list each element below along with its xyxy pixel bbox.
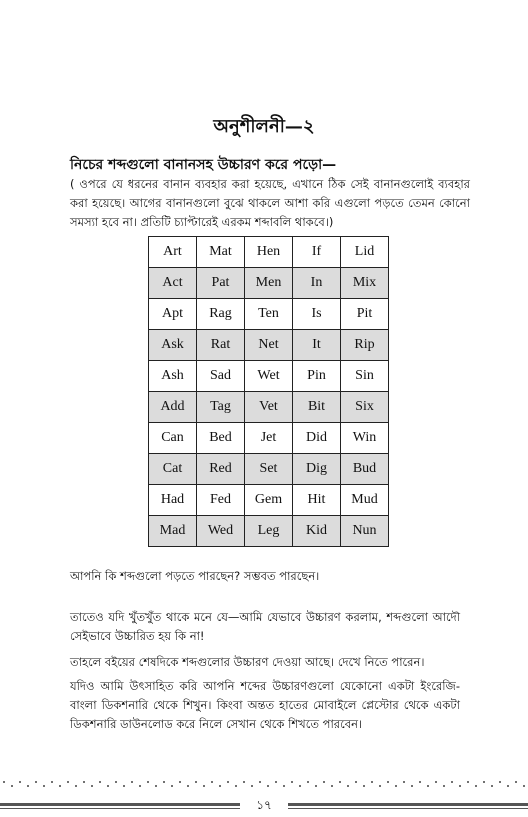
table-cell: Ten: [245, 299, 293, 330]
table-row: [149, 485, 389, 516]
border-dot: [467, 781, 469, 783]
page-title: অনুশীলনী—২: [213, 116, 315, 137]
border-dot: [235, 785, 237, 787]
paragraph-2: তাতেও যদি খুঁতখুঁত থাকে মনে যে—আমি যেভাবে উচ্চারণ করলাম, শব্দগুলো আদৌ সেইভাবে উচ্চারিত হয় কি না!: [70, 610, 460, 643]
border-dot: [355, 781, 357, 783]
border-dot: [203, 785, 205, 787]
table-cell: Add: [149, 392, 197, 423]
table-row: [149, 330, 389, 361]
table-cell: Act: [149, 268, 197, 299]
border-dot: [499, 781, 501, 783]
table-cell: Leg: [245, 516, 293, 547]
border-dot: [347, 785, 349, 787]
table-cell: Men: [245, 268, 293, 299]
decorative-dot-border: [0, 778, 528, 790]
table-row: [149, 299, 389, 330]
border-dot: [243, 781, 245, 783]
footer-rule-right: [288, 803, 528, 806]
border-dot: [99, 781, 101, 783]
table-row: [149, 423, 389, 454]
border-dot: [35, 781, 37, 783]
table-cell: Apt: [149, 299, 197, 330]
table-cell: Jet: [245, 423, 293, 454]
border-dot: [315, 785, 317, 787]
border-dot: [187, 785, 189, 787]
table-cell: Nun: [341, 516, 389, 547]
table-cell: Red: [197, 454, 245, 485]
border-dot: [411, 785, 413, 787]
border-dot: [523, 785, 525, 787]
table-cell: Six: [341, 392, 389, 423]
table-cell: Sad: [197, 361, 245, 392]
border-dot: [291, 781, 293, 783]
table-cell: Bud: [341, 454, 389, 485]
border-dot: [59, 785, 61, 787]
border-dot: [83, 781, 85, 783]
table-cell: Pat: [197, 268, 245, 299]
border-dot: [283, 785, 285, 787]
table-cell: If: [293, 237, 341, 268]
border-dot: [147, 781, 149, 783]
footer-rule-left-thin: [0, 808, 240, 809]
border-dot: [251, 785, 253, 787]
table-cell: Set: [245, 454, 293, 485]
border-dot: [219, 785, 221, 787]
border-dot: [19, 781, 21, 783]
table-cell: It: [293, 330, 341, 361]
table-cell: Rag: [197, 299, 245, 330]
table-cell: Is: [293, 299, 341, 330]
table-cell: Mad: [149, 516, 197, 547]
table-cell: Mat: [197, 237, 245, 268]
border-dot: [43, 785, 45, 787]
table-cell: Lid: [341, 237, 389, 268]
page-number: ১৭: [256, 798, 272, 812]
table-cell: Pit: [341, 299, 389, 330]
border-dot: [51, 781, 53, 783]
table-cell: Bit: [293, 392, 341, 423]
border-dot: [75, 785, 77, 787]
border-dot: [195, 781, 197, 783]
border-dot: [331, 785, 333, 787]
table-cell: Had: [149, 485, 197, 516]
paragraph-4: যদিও আমি উৎসাহিত করি আপনি শব্দের উচ্চারণগুলো যেকোনো একটা ইংরেজি-বাংলা ডিকশনারি থেকে শিখুন। কিংবা অন্তত হাতের মোবাইলে প্লেস্টোর থেকে একটা ডিকশনারি ডাউনলোড করে নিলে সেখান থেকে শিখতে পারবেন।: [70, 679, 460, 731]
table-cell: Wed: [197, 516, 245, 547]
border-dot: [259, 781, 261, 783]
paragraph-1: আপনি কি শব্দগুলো পড়তে পারছেন? সম্ভবত পারছেন।: [70, 569, 320, 583]
border-dot: [227, 781, 229, 783]
border-dot: [267, 785, 269, 787]
border-dot: [363, 785, 365, 787]
table-cell: Pin: [293, 361, 341, 392]
footer-rule-right-thin: [288, 808, 528, 809]
border-dot: [139, 785, 141, 787]
table-cell: Rip: [341, 330, 389, 361]
table-cell: Vet: [245, 392, 293, 423]
border-dot: [107, 785, 109, 787]
border-dot: [339, 781, 341, 783]
border-dot: [483, 781, 485, 783]
border-dot: [427, 785, 429, 787]
table-cell: Bed: [197, 423, 245, 454]
border-dot: [387, 781, 389, 783]
border-dot: [491, 785, 493, 787]
border-dot: [507, 785, 509, 787]
border-dot: [179, 781, 181, 783]
border-dot: [155, 785, 157, 787]
table-cell: Hen: [245, 237, 293, 268]
table-row: [149, 237, 389, 268]
table-cell: Fed: [197, 485, 245, 516]
table-row: [149, 361, 389, 392]
table-cell: Can: [149, 423, 197, 454]
table-cell: Mud: [341, 485, 389, 516]
table-row: [149, 268, 389, 299]
table-cell: Wet: [245, 361, 293, 392]
table-cell: Ask: [149, 330, 197, 361]
border-dot: [67, 781, 69, 783]
table-cell: Net: [245, 330, 293, 361]
border-dot: [307, 781, 309, 783]
border-dot: [211, 781, 213, 783]
border-dot: [91, 785, 93, 787]
word-table: [148, 236, 389, 547]
table-row: [149, 516, 389, 547]
border-dot: [115, 781, 117, 783]
border-dot: [459, 785, 461, 787]
border-dot: [3, 781, 5, 783]
border-dot: [403, 781, 405, 783]
border-dot: [419, 781, 421, 783]
table-cell: Rat: [197, 330, 245, 361]
border-dot: [451, 781, 453, 783]
table-row: [149, 392, 389, 423]
border-dot: [131, 781, 133, 783]
table-cell: Kid: [293, 516, 341, 547]
exercise-note: ( ওপরে যে ধরনের বানান ব্যবহার করা হয়েছে, এখানে ঠিক সেই বানানগুলোই ব্যবহার করা হয়েছে। আগের বানানগুলো বুঝে থাকলে আশা করি এগুলো পড়তে তেমন কোনো সমস্যা হবে না। প্রতিটি চ্যাপ্টারেই এরকম শব্দাবলি থাকবে।): [70, 177, 470, 229]
border-dot: [371, 781, 373, 783]
exercise-heading: নিচের শব্দগুলো বানানসহ উচ্চারণ করে পড়ো—: [70, 157, 337, 173]
table-cell: Did: [293, 423, 341, 454]
paragraph-3: তাহলে বইয়ের শেষদিকে শব্দগুলোর উচ্চারণ দেওয়া আছে। দেখে নিতে পারেন।: [70, 655, 425, 669]
border-dot: [11, 785, 13, 787]
border-dot: [163, 781, 165, 783]
footer-rule-left: [0, 803, 240, 806]
border-dot: [379, 785, 381, 787]
table-cell: Sin: [341, 361, 389, 392]
table-cell: Cat: [149, 454, 197, 485]
border-dot: [299, 785, 301, 787]
table-cell: In: [293, 268, 341, 299]
border-dot: [515, 781, 517, 783]
table-cell: Gem: [245, 485, 293, 516]
border-dot: [323, 781, 325, 783]
border-dot: [123, 785, 125, 787]
border-dot: [443, 785, 445, 787]
border-dot: [395, 785, 397, 787]
table-cell: Mix: [341, 268, 389, 299]
border-dot: [475, 785, 477, 787]
border-dot: [171, 785, 173, 787]
table-cell: Win: [341, 423, 389, 454]
table-row: [149, 454, 389, 485]
table-cell: Art: [149, 237, 197, 268]
border-dot: [27, 785, 29, 787]
border-dot: [275, 781, 277, 783]
table-cell: Tag: [197, 392, 245, 423]
table-cell: Dig: [293, 454, 341, 485]
table-cell: Ash: [149, 361, 197, 392]
table-cell: Hit: [293, 485, 341, 516]
border-dot: [435, 781, 437, 783]
